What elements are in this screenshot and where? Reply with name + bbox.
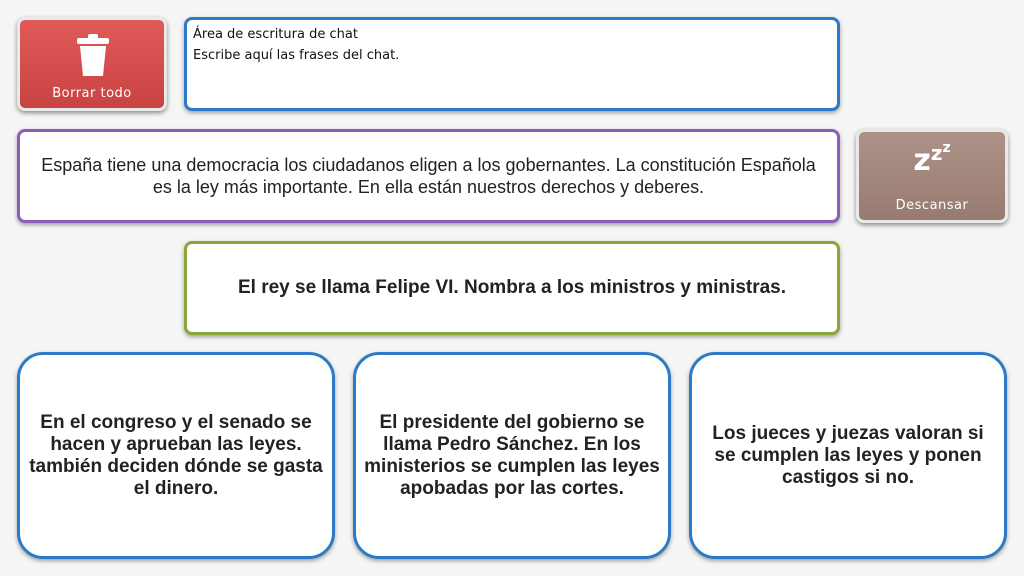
king-phrase-tile[interactable] [184,241,840,335]
trash-icon [75,34,111,81]
clear-all-label: Borrar todo [52,86,132,101]
phrase-card-text: Los jueces y juezas valoran si se cumplen las leyes y ponen castigos si no. [712,422,984,488]
rest-button[interactable] [856,129,1008,223]
chat-area-placeholder: Escribe aquí las frases del chat. [193,48,400,63]
rest-label: Descansar [895,198,969,213]
zzz-sleep-icon: zzz [913,140,951,178]
phrase-card-congress[interactable] [17,352,335,559]
king-phrase-text: El rey se llama Felipe VI. Nombra a los ministros y ministras. [237,277,787,298]
chat-writing-area[interactable] [184,17,840,111]
phrase-card-text: El presidente del gobierno se llama Pedro Sánchez. En los ministerios se cumplen las leyes apobadas por las cortes. [364,411,660,499]
phrase-card-text: En el congreso y el senado se hacen y aprueban las leyes. también deciden dónde se gasta el dinero. [29,411,323,499]
phrase-card-president[interactable] [353,352,671,559]
chat-area-title: Área de escritura de chat [193,27,358,42]
sentence-text: España tiene una democracia los ciudadanos eligen a los gobernantes. La constitución Española es la ley más importante. En ella están nuestros derechos y deberes. [41,155,816,197]
clear-all-button[interactable] [17,17,167,111]
sentence-display [17,129,840,223]
phrase-card-judges[interactable] [689,352,1007,559]
